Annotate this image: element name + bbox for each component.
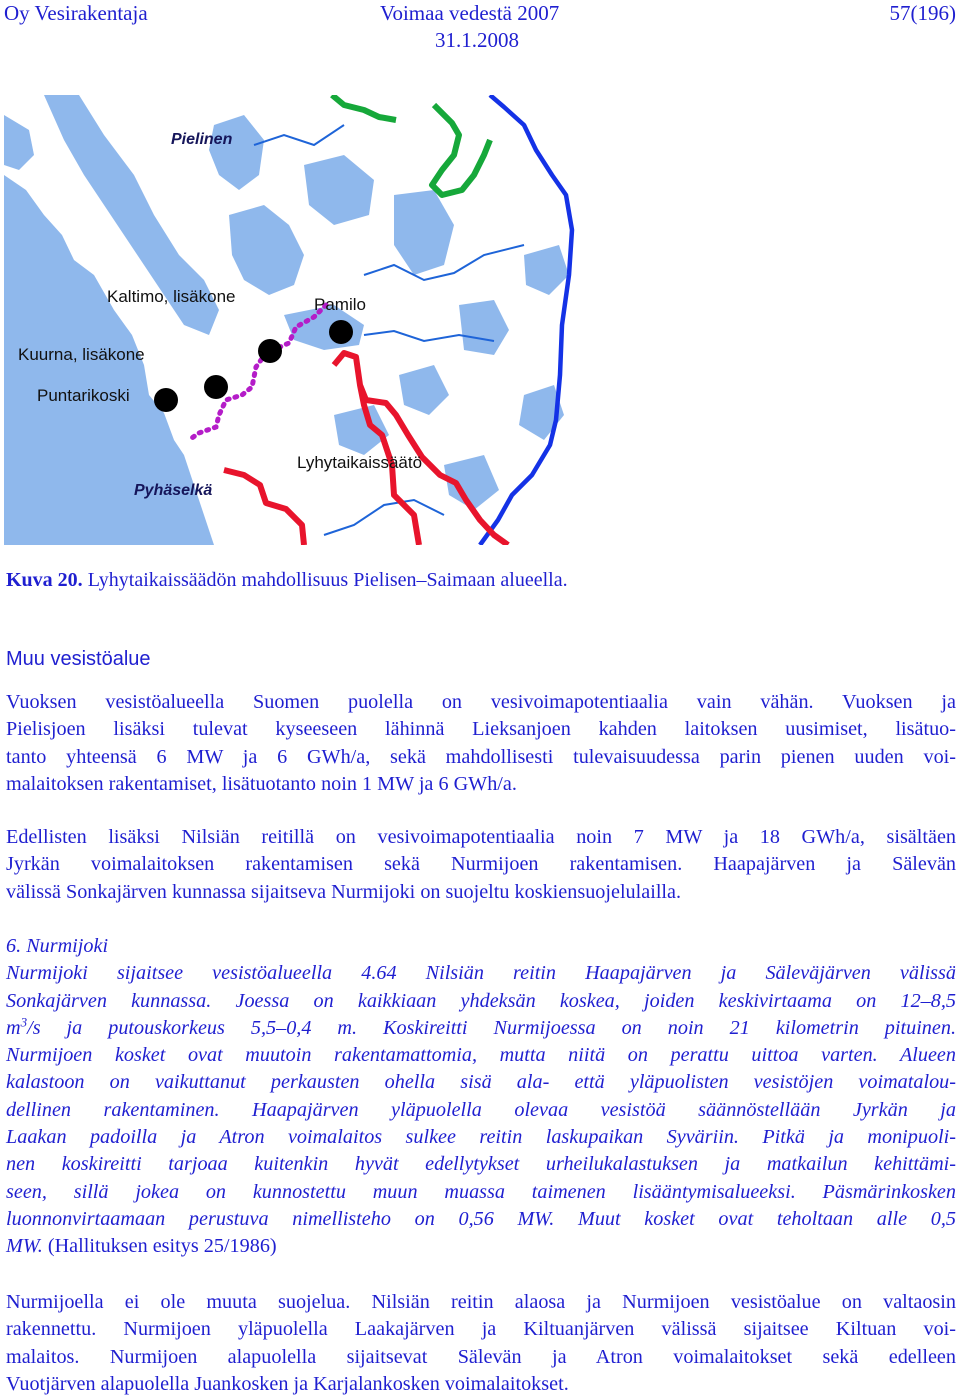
plant-puntarikoski-marker xyxy=(154,388,178,412)
label-kuurna: Kuurna, lisäkone xyxy=(18,345,145,364)
label-puntarikoski: Puntarikoski xyxy=(37,386,130,405)
superscript: 3 xyxy=(20,1014,28,1030)
text-line: nen koskireitti tarjoaa kuitenkin hyvät edellytykset urheilukalastuksen ja matkailun kehittämi- xyxy=(6,1153,956,1176)
text-run: /s ja putouskorkeus 5,5–0,4 m. Koskireitti Nurmijoessa on noin 21 kilometrin pituinen. xyxy=(27,1016,956,1039)
text-line: luonnonvirtaamaan perustuva nimellisteho on 0,56 MW. Muut kosket ovat teholtaan alle 0,5 xyxy=(6,1207,956,1230)
text-line: Pielisjoen lisäksi tulevat kyseeseen lähinnä Lieksanjoen kahden laitoksen uusimiset, lisätuo- xyxy=(6,718,956,741)
paragraph-nurmijoki xyxy=(6,933,956,1261)
company-name: Oy Vesirakentaja xyxy=(4,1,148,25)
text-run: MW. xyxy=(6,1235,43,1258)
text-line xyxy=(6,1233,956,1260)
text-line: Vuotjärven alapuolella Juankosken ja Karjalankosken voimalaitokset. xyxy=(6,1372,569,1395)
unit-m: m xyxy=(6,1016,21,1039)
plant-pamilo-marker xyxy=(329,320,353,344)
plant-kaltimo-marker xyxy=(258,339,282,363)
label-pyhaselka: Pyhäselkä xyxy=(134,482,213,499)
text-line: Edellisten lisäksi Nilsiän reitillä on vesivoimapotentiaalia noin 7 MW ja 18 GWh/a, sisältäen xyxy=(6,826,956,848)
label-pielinen: Pielinen xyxy=(171,131,233,148)
page-number: 57(196) xyxy=(889,1,956,25)
text-line: Nurmijoella ei ole muuta suojelua. Nilsiän reitin alaosa ja Nurmijoen vesistöalue on valtaosin xyxy=(6,1291,956,1313)
paragraph-4 xyxy=(6,1289,956,1398)
section-title: Muu vesistöalue xyxy=(6,648,151,670)
text-line: kalastoon on vaikuttanut perkausten ohella sisä ala- että yläpuolisten vesistöjen voimatalou- xyxy=(6,1071,956,1094)
text-line: rakennettu. Nurmijoen yläpuolella Laakajärven ja Kiltuanjärven välissä sijaitsee Kiltuan voi- xyxy=(6,1318,956,1341)
caption-text: Lyhytaikaissäädön mahdollisuus Pielisen–Saimaan alueella. xyxy=(87,569,568,591)
citation: (Hallituksen esitys 25/1986) xyxy=(42,1235,277,1258)
plant-kuurna-marker xyxy=(204,375,228,399)
report-title: Voimaa vedestä 2007 xyxy=(380,1,560,25)
text-line: välissä Sonkajärven kunnassa sijaitseva Nurmijoki on suojeltu koskiensuojelulailla. xyxy=(6,880,682,903)
text-line: seen, sillä jokea on kunnostettu muun muassa taimenen lisääntymisalueeksi. Päsmärinkosken xyxy=(6,1180,956,1203)
text-line: malaitoksen rakentamiset, lisätuotanto noin 1 MW ja 6 GWh/a. xyxy=(6,772,517,795)
page-header xyxy=(0,0,960,56)
text-line: tanto yhteensä 6 MW ja 6 GWh/a, sekä mahdollisesti tulevaisuudessa parin pienen uuden voi- xyxy=(6,745,956,768)
paragraph-1 xyxy=(6,689,956,798)
text-line: dellinen rakentaminen. Haapajärven yläpuolella olevaa vesistöä säännöstellään Jyrkän ja xyxy=(6,1098,956,1121)
caption-label: Kuva 20. xyxy=(6,569,83,591)
paragraph-2 xyxy=(6,824,956,906)
subsection-heading: 6. Nurmijoki xyxy=(6,935,109,957)
text-line: Nurmijoki sijaitsee vesistöalueella 4.64 Nilsiän reitin Haapajärven ja Säleväjärven välissä xyxy=(6,962,956,985)
figure-caption xyxy=(6,569,568,592)
text-line: Jyrkän voimalaitoksen rakentamisen sekä Nurmijoen rakentamisen. Haapajärven ja Sälevän xyxy=(6,853,956,876)
label-pamilo: Pamilo xyxy=(314,295,366,314)
text-line: malaitos. Nurmijoen alapuolella sijaitsevat Sälevän ja Atron voimalaitokset sekä edelleen xyxy=(6,1345,956,1368)
text-line: Vuoksen vesistöalueella Suomen puolella on vesivoimapotentiaalia vain vähän. Vuoksen ja xyxy=(6,691,956,713)
label-lyhytaikaissaato: Lyhytaikaissäätö xyxy=(297,453,423,472)
text-line: Sonkajärven kunnassa. Joessa on kaikkiaan yhdeksän koskea, joiden keskivirtaama on 12–8,5 xyxy=(6,989,956,1012)
label-kaltimo: Kaltimo, lisäkone xyxy=(107,287,236,306)
map-figure xyxy=(4,95,576,545)
text-line xyxy=(6,1015,956,1042)
report-date: 31.1.2008 xyxy=(435,28,519,52)
text-line: Nurmijoen kosket ovat muutoin rakentamattomia, mutta niitä on perattu uittoa varten. Alueen xyxy=(6,1044,956,1067)
text-line: Laakan padoilla ja Atron voimalaitos sulkee reitin laskupaikan Syväriin. Pitkä ja monipuoli- xyxy=(6,1126,956,1149)
